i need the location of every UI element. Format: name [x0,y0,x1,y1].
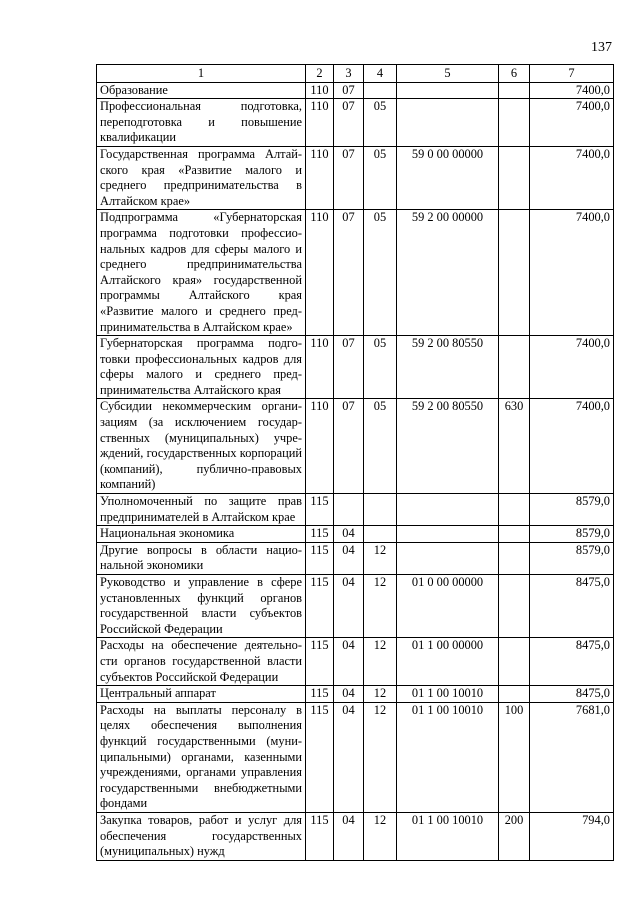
subsection-code-cell: 05 [364,99,397,147]
section-code-cell: 07 [334,146,364,209]
section-code-cell: 07 [334,82,364,99]
expense-type-cell [499,526,530,543]
subsection-code-cell: 05 [364,399,397,494]
table-row [97,210,614,336]
subsection-code-cell [364,82,397,99]
item-name-cell: Губернаторская программа подготовки профессиональных кадров для сферы малого и среднего предпринимательства Алтайского края [97,336,306,399]
table-row [97,99,614,147]
amount-cell: 8579,0 [530,526,614,543]
subsection-code-cell: 05 [364,336,397,399]
item-name-cell: Профессиональная подготовка, переподготовка и повышение квалификации [97,99,306,147]
amount-cell: 8475,0 [530,686,614,703]
section-code-cell [334,494,364,526]
budget-table [96,64,614,861]
amount-cell: 7681,0 [530,702,614,812]
subsection-code-cell [364,494,397,526]
item-name-cell: Подпрограмма «Губернаторская программа подготовки профессиональных кадров для сферы малого и среднего предпринимательства Алтайского края» государственной программы Алтайского края «Развитие малого и среднего предпринимательства в Алтайском крае» [97,210,306,336]
table-row [97,686,614,703]
expense-type-cell: 200 [499,812,530,860]
target-item-cell [397,82,499,99]
section-code-cell: 07 [334,336,364,399]
item-name-cell: Уполномоченный по защите прав предпринимателей в Алтайском крае [97,494,306,526]
admin-code-cell: 115 [306,494,334,526]
table-row [97,812,614,860]
subsection-code-cell: 05 [364,146,397,209]
expense-type-cell [499,575,530,638]
table-row [97,526,614,543]
amount-cell: 8579,0 [530,494,614,526]
amount-cell: 7400,0 [530,146,614,209]
target-item-cell [397,99,499,147]
column-header: 5 [397,65,499,83]
section-code-cell: 04 [334,812,364,860]
page-number: 137 [591,40,612,55]
item-name-cell: Расходы на выплаты персоналу в целях обеспечения выполнения функций государственными (муниципальными) органами, казенными учреждениями, органами управления государственными внебюджетными фондами [97,702,306,812]
admin-code-cell: 115 [306,526,334,543]
admin-code-cell: 115 [306,638,334,686]
subsection-code-cell: 12 [364,702,397,812]
expense-type-cell: 630 [499,399,530,494]
amount-cell: 8475,0 [530,638,614,686]
subsection-code-cell: 12 [364,686,397,703]
target-item-cell: 59 2 00 00000 [397,210,499,336]
target-item-cell: 01 0 00 00000 [397,575,499,638]
target-item-cell: 01 1 00 10010 [397,812,499,860]
item-name-cell: Руководство и управление в сфере установленных функций органов государственной власти субъектов Российской Федерации [97,575,306,638]
admin-code-cell: 110 [306,99,334,147]
admin-code-cell: 110 [306,146,334,209]
table-row [97,638,614,686]
subsection-code-cell: 12 [364,542,397,574]
expense-type-cell [499,99,530,147]
admin-code-cell: 115 [306,542,334,574]
item-name-cell: Национальная экономика [97,526,306,543]
target-item-cell: 01 1 00 00000 [397,638,499,686]
expense-type-cell [499,146,530,209]
section-code-cell: 04 [334,702,364,812]
item-name-cell: Центральный аппарат [97,686,306,703]
amount-cell: 8579,0 [530,542,614,574]
table-row [97,702,614,812]
table-row [97,575,614,638]
column-header: 1 [97,65,306,83]
target-item-cell [397,494,499,526]
amount-cell: 794,0 [530,812,614,860]
item-name-cell: Закупка товаров, работ и услуг для обеспечения государственных (муниципальных) нужд [97,812,306,860]
admin-code-cell: 115 [306,702,334,812]
amount-cell: 7400,0 [530,336,614,399]
subsection-code-cell: 05 [364,210,397,336]
expense-type-cell [499,336,530,399]
column-header: 6 [499,65,530,83]
section-code-cell: 04 [334,575,364,638]
expense-type-cell [499,82,530,99]
admin-code-cell: 115 [306,686,334,703]
column-header: 3 [334,65,364,83]
table-row [97,82,614,99]
item-name-cell: Образование [97,82,306,99]
expense-type-cell: 100 [499,702,530,812]
target-item-cell [397,542,499,574]
section-code-cell: 04 [334,526,364,543]
target-item-cell: 59 2 00 80550 [397,336,499,399]
item-name-cell: Расходы на обеспечение деятельности органов государственной власти субъектов Российской Федерации [97,638,306,686]
column-header: 2 [306,65,334,83]
expense-type-cell [499,638,530,686]
item-name-cell: Государственная программа Алтайского края «Развитие малого и среднего предпринимательства в Алтайском крае» [97,146,306,209]
section-code-cell: 04 [334,638,364,686]
admin-code-cell: 110 [306,336,334,399]
section-code-cell: 07 [334,399,364,494]
admin-code-cell: 110 [306,210,334,336]
subsection-code-cell: 12 [364,812,397,860]
column-header: 7 [530,65,614,83]
target-item-cell [397,526,499,543]
amount-cell: 7400,0 [530,399,614,494]
target-item-cell: 59 2 00 80550 [397,399,499,494]
table-row [97,146,614,209]
section-code-cell: 07 [334,99,364,147]
table-row [97,399,614,494]
amount-cell: 8475,0 [530,575,614,638]
amount-cell: 7400,0 [530,82,614,99]
target-item-cell: 01 1 00 10010 [397,702,499,812]
amount-cell: 7400,0 [530,210,614,336]
subsection-code-cell [364,526,397,543]
expense-type-cell [499,686,530,703]
admin-code-cell: 110 [306,82,334,99]
amount-cell: 7400,0 [530,99,614,147]
expense-type-cell [499,494,530,526]
table-header-row [97,65,614,83]
table-row [97,494,614,526]
admin-code-cell: 115 [306,812,334,860]
target-item-cell: 01 1 00 10010 [397,686,499,703]
column-header: 4 [364,65,397,83]
target-item-cell: 59 0 00 00000 [397,146,499,209]
admin-code-cell: 115 [306,575,334,638]
admin-code-cell: 110 [306,399,334,494]
subsection-code-cell: 12 [364,638,397,686]
expense-type-cell [499,542,530,574]
section-code-cell: 04 [334,542,364,574]
expense-type-cell [499,210,530,336]
section-code-cell: 04 [334,686,364,703]
subsection-code-cell: 12 [364,575,397,638]
item-name-cell: Другие вопросы в области национальной экономики [97,542,306,574]
table-row [97,336,614,399]
section-code-cell: 07 [334,210,364,336]
item-name-cell: Субсидии некоммерческим организациям (за исключением государственных (муниципальных) учреждений, государственных корпораций (компаний), публично-правовых компаний) [97,399,306,494]
table-row [97,542,614,574]
